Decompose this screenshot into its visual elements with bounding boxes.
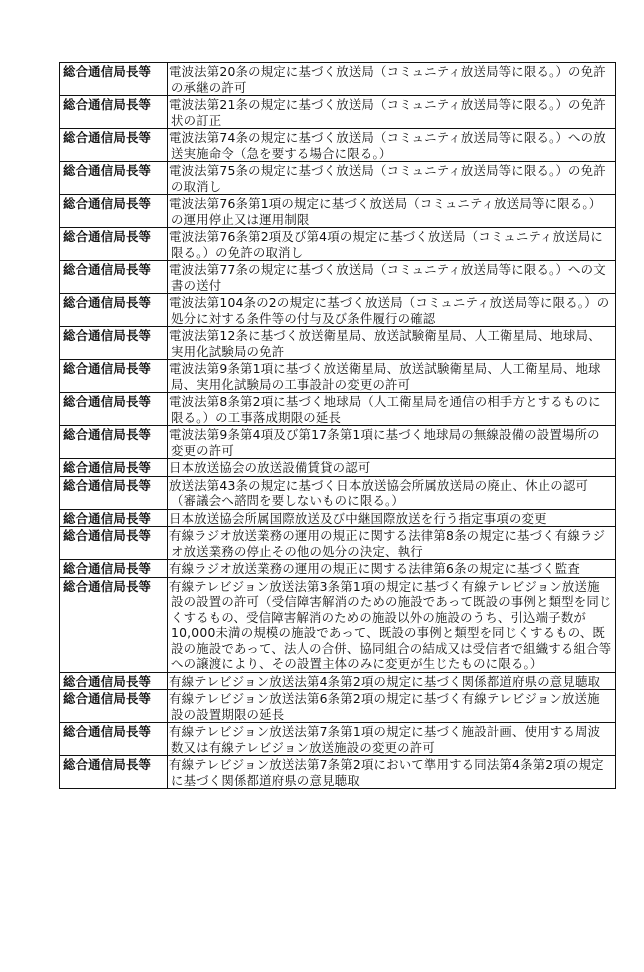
authority-cell: 総合通信局長等 — [60, 690, 168, 723]
authority-cell: 総合通信局長等 — [60, 527, 168, 560]
authority-cell: 総合通信局長等 — [60, 459, 168, 477]
table-row — [60, 690, 616, 723]
authority-cell: 総合通信局長等 — [60, 360, 168, 393]
table-row — [60, 360, 616, 393]
authority-cell: 総合通信局長等 — [60, 129, 168, 162]
item-description: 電波法第77条の規定に基づく放送局（コミュニティ放送局等に限る。）への文書の送付 — [169, 262, 606, 293]
item-cell — [168, 577, 616, 672]
item-cell — [168, 393, 616, 426]
item-description: 日本放送協会所属国際放送及び中継国際放送を行う指定事項の変更 — [169, 510, 547, 526]
table-row — [60, 129, 616, 162]
table-row — [60, 195, 616, 228]
item-description: 有線テレビジョン放送法第6条第2項の規定に基づく有線テレビジョン放送施設の設置期限の延長 — [169, 691, 600, 722]
item-cell — [168, 228, 616, 261]
item-cell — [168, 129, 616, 162]
item-description: 有線テレビジョン放送法第3条第1項の規定に基づく有線テレビジョン放送施設の設置の許可（受信障害解消のための施設であって既設の事例と類型を同じくするもの、受信障害解消のための施設以外の施設のうち、引込端子数が10,000未満の規模の施設であって、既設の事例と類型を同じくするもの、既設の施設であって、法人の合併、協同組合の結成又は受信者で組織する組合等への譲渡により、その設置主体のみに変更が生じたものに限る。） — [169, 578, 612, 671]
table-row — [60, 63, 616, 96]
table-row — [60, 162, 616, 195]
item-cell — [168, 195, 616, 228]
document-page — [59, 62, 615, 789]
item-description: 有線ラジオ放送業務の運用の規正に関する法律第6条の規定に基づく監査 — [169, 561, 580, 576]
item-cell — [168, 96, 616, 129]
item-cell — [168, 690, 616, 723]
item-description: 電波法第74条の規定に基づく放送局（コミュニティ放送局等に限る。）への放送実施命令（急を要する場合に限る。） — [169, 130, 606, 161]
item-description: 電波法第75条の規定に基づく放送局（コミュニティ放送局等に限る。）の免許の取消し — [169, 163, 606, 194]
item-cell — [168, 476, 616, 509]
item-description: 放送法第43条の規定に基づく日本放送協会所属放送局の廃止、休止の認可（審議会へ諮問を要しないものに限る。） — [169, 477, 589, 508]
item-cell — [168, 527, 616, 560]
authority-cell: 総合通信局長等 — [60, 228, 168, 261]
authority-delegation-table — [59, 62, 616, 789]
table-row — [60, 327, 616, 360]
table-row — [60, 393, 616, 426]
item-cell — [168, 723, 616, 756]
table-row — [60, 509, 616, 527]
item-cell — [168, 459, 616, 477]
table-row — [60, 459, 616, 477]
authority-cell: 総合通信局長等 — [60, 476, 168, 509]
authority-cell: 総合通信局長等 — [60, 261, 168, 294]
item-cell — [168, 672, 616, 690]
item-cell — [168, 261, 616, 294]
authority-cell: 総合通信局長等 — [60, 96, 168, 129]
authority-cell: 総合通信局長等 — [60, 509, 168, 527]
authority-cell: 総合通信局長等 — [60, 63, 168, 96]
authority-cell: 総合通信局長等 — [60, 195, 168, 228]
table-row — [60, 672, 616, 690]
item-description: 有線ラジオ放送業務の運用の規正に関する法律第8条の規定に基づく有線ラジオ放送業務の停止その他の処分の決定、執行 — [169, 528, 606, 559]
authority-cell: 総合通信局長等 — [60, 426, 168, 459]
authority-cell: 総合通信局長等 — [60, 294, 168, 327]
item-cell — [168, 756, 616, 789]
authority-cell: 総合通信局長等 — [60, 672, 168, 690]
item-description: 電波法第21条の規定に基づく放送局（コミュニティ放送局等に限る。）の免許状の訂正 — [169, 97, 606, 128]
table-row — [60, 294, 616, 327]
item-description: 電波法第76条第2項及び第4項の規定に基づく放送局（コミュニティ放送局に限る。）の免許の取消し — [169, 229, 603, 260]
authority-cell: 総合通信局長等 — [60, 756, 168, 789]
table-row — [60, 577, 616, 672]
item-description: 日本放送協会の放送設備賃貸の認可 — [169, 460, 371, 475]
item-cell — [168, 327, 616, 360]
item-description: 電波法第104条の2の規定に基づく放送局（コミュニティ放送局等に限る。）の処分に対する条件等の付与及び条件履行の確認 — [169, 295, 610, 326]
table-row — [60, 426, 616, 459]
table-row — [60, 560, 616, 578]
item-description: 電波法第9条第1項に基づく放送衛星局、放送試験衛星局、人工衛星局、地球局、実用化試験局の工事設計の変更の許可 — [169, 361, 601, 392]
table-row — [60, 723, 616, 756]
authority-cell: 総合通信局長等 — [60, 577, 168, 672]
authority-cell: 総合通信局長等 — [60, 560, 168, 578]
item-description: 電波法第8条第2項に基づく地球局（人工衛星局を通信の相手方とするものに限る。）の工事落成期限の延長 — [169, 394, 601, 425]
authority-cell: 総合通信局長等 — [60, 723, 168, 756]
authority-cell: 総合通信局長等 — [60, 393, 168, 426]
table-row — [60, 261, 616, 294]
item-description: 有線テレビジョン放送法第4条第2項の規定に基づく関係都道府県の意見聴取 — [169, 673, 601, 689]
authority-cell: 総合通信局長等 — [60, 162, 168, 195]
table-row — [60, 756, 616, 789]
table-body — [60, 63, 616, 789]
item-cell — [168, 560, 616, 578]
item-cell — [168, 426, 616, 459]
item-description: 電波法第76条第1項の規定に基づく放送局（コミュニティ放送局等に限る。）の運用停止又は運用制限 — [169, 196, 602, 227]
authority-cell: 総合通信局長等 — [60, 327, 168, 360]
item-cell — [168, 162, 616, 195]
item-cell — [168, 360, 616, 393]
item-description: 有線テレビジョン放送法第7条第1項の規定に基づく施設計画、使用する周波数又は有線テレビジョン放送施設の変更の許可 — [169, 724, 601, 755]
item-cell — [168, 509, 616, 527]
item-description: 電波法第9条第4項及び第17条第1項に基づく地球局の無線設備の設置場所の変更の許可 — [169, 427, 600, 458]
item-description: 電波法第12条に基づく放送衛星局、放送試験衛星局、人工衛星局、地球局、実用化試験局の免許 — [169, 328, 601, 359]
table-row — [60, 476, 616, 509]
table-row — [60, 228, 616, 261]
table-row — [60, 96, 616, 129]
item-description: 電波法第20条の規定に基づく放送局（コミュニティ放送局等に限る。）の免許の承継の許可 — [169, 64, 606, 95]
table-row — [60, 527, 616, 560]
item-cell — [168, 63, 616, 96]
item-cell — [168, 294, 616, 327]
item-description: 有線テレビジョン放送法第7条第2項において準用する同法第4条第2項の規定に基づく関係都道府県の意見聴取 — [169, 757, 604, 788]
